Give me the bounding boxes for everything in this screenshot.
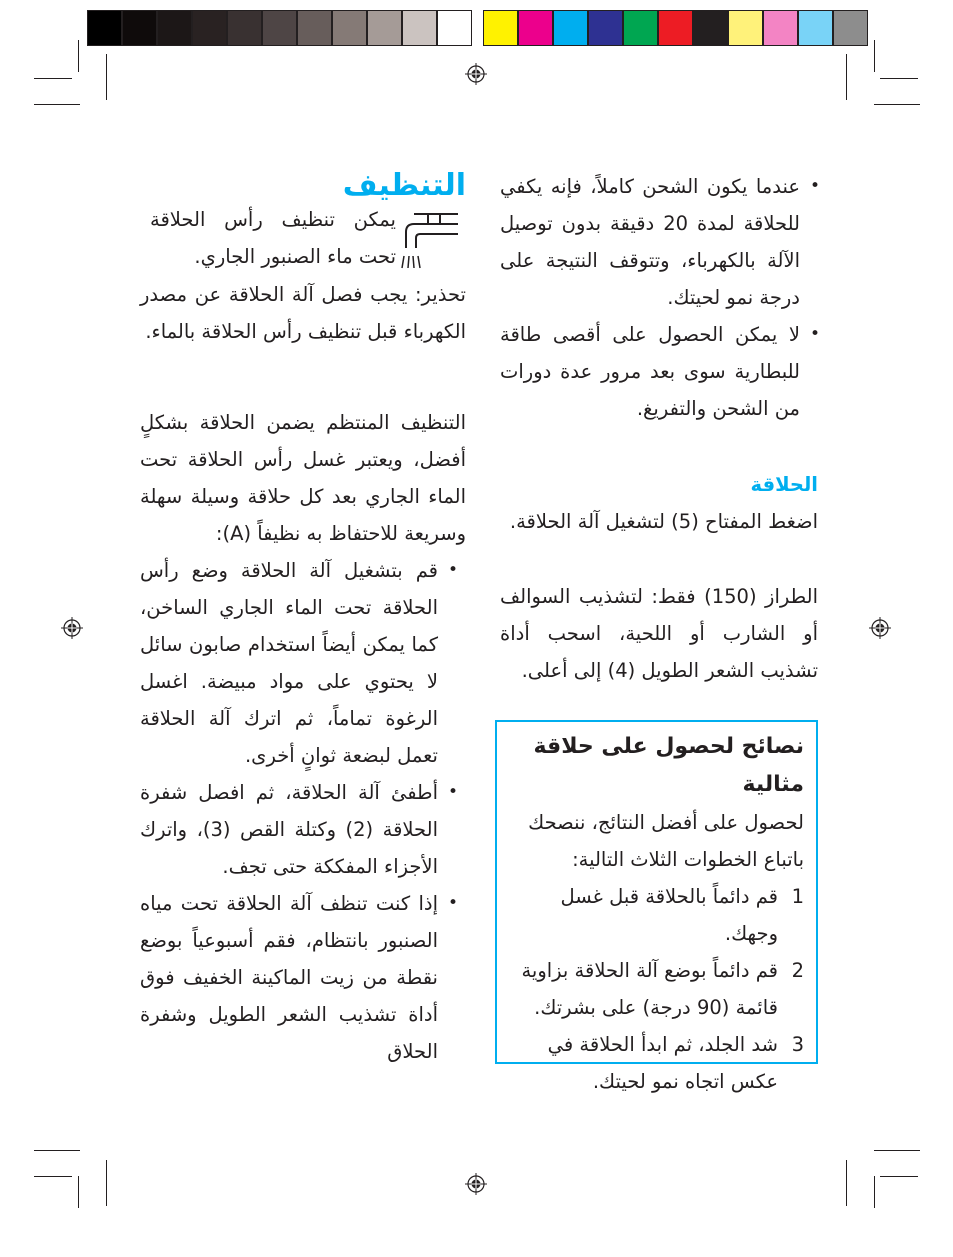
crop-mark: [78, 1176, 79, 1208]
crop-mark: [874, 40, 875, 72]
regular-cleaning-block: [140, 404, 466, 552]
color-swatch: [518, 10, 553, 46]
crop-mark: [106, 1160, 107, 1206]
water-tap-icon: [400, 210, 458, 272]
color-swatch: [553, 10, 588, 46]
rinse-text: يمكن تنظيف رأس الحلاقة تحت ماء الصنبور الجاري.: [150, 208, 396, 268]
color-swatch: [437, 10, 472, 46]
step-text: شد الجلد، ثم ابدأ الحلاقة في عكس اتجاه نمو لحيتك.: [547, 1033, 778, 1093]
warning-text: تحذير: يجب فصل آلة الحلاقة عن مصدر الكهرباء قبل تنظيف رأس الحلاقة بالماء.: [140, 283, 466, 343]
color-swatch: [833, 10, 868, 46]
color-swatch: [763, 10, 798, 46]
charging-notes-list: [500, 168, 818, 427]
crop-mark: [874, 104, 920, 105]
crop-mark: [880, 78, 918, 79]
color-swatch: [297, 10, 332, 46]
color-swatch: [402, 10, 437, 46]
list-item: • عندما يكون الشحن كاملاً، فإنه يكفي للحلاقة لمدة 20 دقيقة بدون توصيل الآلة بالكهرباء، وتتوقف النتيجة على درجة نمو لحيتك.: [500, 168, 800, 316]
color-swatch: [122, 10, 157, 46]
color-swatch: [192, 10, 227, 46]
color-swatch: [588, 10, 623, 46]
color-swatch: [157, 10, 192, 46]
crop-mark: [78, 40, 79, 72]
crop-mark: [874, 1150, 920, 1151]
color-swatch: [332, 10, 367, 46]
rinse-note: [150, 201, 396, 275]
color-swatch: [367, 10, 402, 46]
list-item: • إذا كنت تنظف آلة الحلاقة تحت مياه الصنبور بانتظام، فقم أسبوعياً بوضع نقطة من زيت الماكينة الخفيف فوق أداة تشذيب الشعر الطويل وشفرة الحلاق: [140, 885, 438, 1070]
shaving-text: اضغط المفتاح (5) لتشغيل آلة الحلاقة.: [509, 510, 818, 533]
crop-mark: [846, 54, 847, 100]
color-swatch: [728, 10, 763, 46]
regular-cleaning-text: التنظيف المنتظم يضمن الحلاقة بشكلٍ أفضل، ويعتبر غسل رأس الحلاقة تحت الماء الجاري بعد كل حلاقة وسيلة سهلة وسريعة للاحتفاظ به نظيفاً (A):: [140, 411, 466, 545]
registration-mark-icon: [869, 617, 891, 639]
list-item: [507, 1026, 804, 1100]
color-swatch: [623, 10, 658, 46]
cleaning-steps-list: [140, 552, 438, 1070]
tips-title: نصائح لحصول على حلاقة مثالية: [533, 734, 804, 797]
registration-mark-icon: [61, 617, 83, 639]
grayscale-color-bar: [87, 10, 472, 46]
warning-block: [140, 276, 466, 350]
crop-mark: [34, 104, 80, 105]
list-item: [507, 878, 804, 952]
list-item: • لا يمكن الحصول على أقصى طاقة للبطارية سوى بعد مرور عدة دورات من الشحن والتفريغ.: [500, 316, 800, 427]
color-swatch: [262, 10, 297, 46]
step-number: 1: [791, 885, 804, 908]
crop-mark: [34, 1150, 80, 1151]
list-item: • أطفئ آلة الحلاقة، ثم افصل شفرة الحلاقة (2) وكتلة القص (3)، واترك الأجزاء المفككة حتى تجف.: [140, 774, 438, 885]
tips-steps-list: [507, 878, 804, 1100]
crop-mark: [106, 54, 107, 100]
tips-intro: لحصول على أفضل النتائج، ننصحك باتباع الخطوات الثلاث التالية:: [528, 811, 804, 871]
color-swatch: [693, 10, 728, 46]
right-column: [500, 168, 818, 427]
color-swatch: [87, 10, 122, 46]
crop-mark: [874, 1176, 875, 1208]
model-text: الطراز (150) فقط: لتشذيب السوالف أو الشارب أو اللحية، اسحب أداة تشذيب الشعر الطويل (4) إلى أعلى.: [500, 585, 818, 682]
cmyk-color-bar: [483, 10, 868, 46]
shaving-tips-box: [495, 720, 818, 1093]
shaving-heading: الحلاقة: [750, 473, 818, 496]
crop-mark: [34, 78, 72, 79]
color-swatch: [798, 10, 833, 46]
color-swatch: [227, 10, 262, 46]
step-number: 3: [791, 1033, 804, 1056]
cleaning-steps: [140, 552, 438, 1070]
shaving-section: [500, 466, 818, 540]
step-number: 2: [791, 959, 804, 982]
list-item: • قم بتشغيل آلة الحلاقة وضع رأس الحلاقة تحت الماء الجاري الساخن، كما يمكن أيضاً استخدام صابون سائل لا يحتوي على مواد مبيضة. اغسل الرغوة تماماً، ثم اترك آلة الحلاقة تعمل لبضعة ثوانٍ أخرى.: [140, 552, 438, 774]
color-swatch: [483, 10, 518, 46]
step-text: قم دائماً بوضع آلة الحلاقة بزاوية قائمة (90 درجة) على بشرتك.: [521, 959, 778, 1019]
crop-mark: [880, 1176, 918, 1177]
registration-mark-icon: [465, 63, 487, 85]
crop-mark: [34, 1176, 72, 1177]
color-swatch: [658, 10, 693, 46]
registration-mark-icon: [465, 1173, 487, 1195]
crop-mark: [846, 1160, 847, 1206]
list-item: [507, 952, 804, 1026]
cleaning-title: التنظيف: [342, 168, 466, 203]
step-text: قم دائماً بالحلاقة قبل غسل وجهك.: [560, 885, 778, 945]
model-note: [500, 578, 818, 689]
